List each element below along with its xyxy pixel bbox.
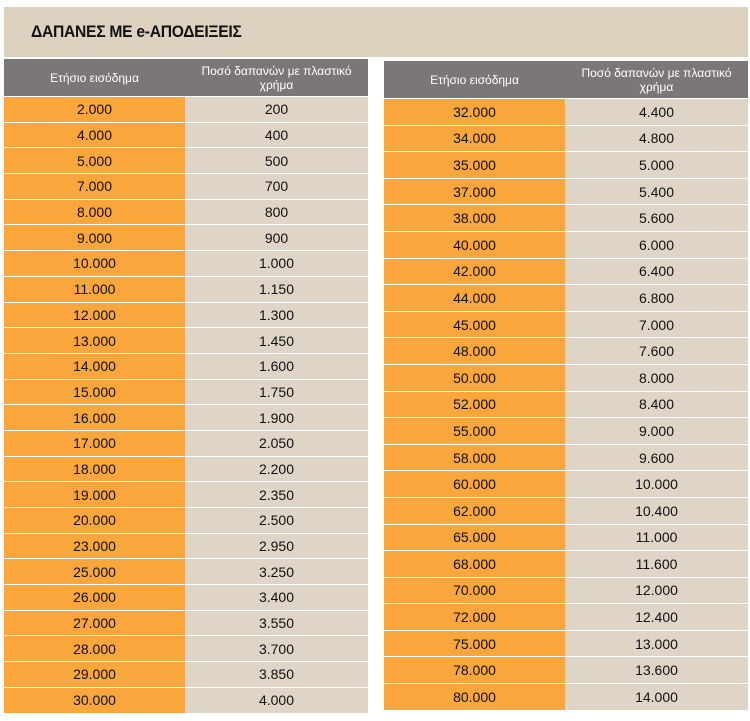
table-row: [384, 99, 748, 126]
table-row: [4, 405, 368, 431]
income-cell: 68.000: [384, 551, 565, 578]
table-row: [384, 497, 748, 524]
income-cell: 78.000: [384, 657, 565, 684]
spending-cell: 1.150: [185, 276, 368, 302]
spending-cell: 4.400: [565, 99, 748, 126]
spending-cell: 13.600: [565, 657, 748, 684]
income-cell: 20.000: [4, 508, 185, 534]
spending-cell: 13.000: [565, 630, 748, 657]
spending-cell: 5.600: [565, 205, 748, 232]
table-row: [384, 604, 748, 631]
income-cell: 4.000: [4, 122, 185, 148]
spending-cell: 8.000: [565, 364, 748, 391]
table-row: [384, 630, 748, 657]
income-cell: 28.000: [4, 636, 185, 662]
income-cell: 5.000: [4, 148, 185, 174]
table-row: [4, 379, 368, 405]
table-row: [4, 148, 368, 174]
income-cell: 29.000: [4, 662, 185, 688]
spending-cell: 3.700: [185, 636, 368, 662]
table-row: [384, 178, 748, 205]
spending-cell: 6.000: [565, 231, 748, 258]
spending-cell: 2.050: [185, 430, 368, 456]
income-cell: 16.000: [4, 405, 185, 431]
table-row: [384, 418, 748, 445]
table-row: [4, 559, 368, 585]
table-row: [384, 125, 748, 152]
table-row: [384, 338, 748, 365]
income-cell: 37.000: [384, 178, 565, 205]
income-cell: 35.000: [384, 152, 565, 179]
income-cell: 48.000: [384, 338, 565, 365]
table-row: [384, 205, 748, 232]
spending-cell: 1.600: [185, 353, 368, 379]
table-row: [4, 276, 368, 302]
table-row: [4, 585, 368, 611]
income-cell: 25.000: [4, 559, 185, 585]
table-row: [4, 430, 368, 456]
table-row: [384, 311, 748, 338]
spending-cell: 9.600: [565, 444, 748, 471]
spending-cell: 11.000: [565, 524, 748, 551]
spending-cell: 6.400: [565, 258, 748, 285]
spending-cell: 1.300: [185, 302, 368, 328]
table-row: [4, 174, 368, 200]
income-column-header: Ετήσιο εισόδημα: [384, 61, 565, 99]
income-cell: 44.000: [384, 285, 565, 312]
spending-cell: 9.000: [565, 418, 748, 445]
income-cell: 11.000: [4, 276, 185, 302]
income-cell: 58.000: [384, 444, 565, 471]
spending-cell: 2.500: [185, 508, 368, 534]
table-row: [4, 508, 368, 534]
income-spending-table-right: [384, 61, 748, 711]
spending-cell: 11.600: [565, 551, 748, 578]
table-row: [4, 353, 368, 379]
income-cell: 19.000: [4, 482, 185, 508]
income-cell: 12.000: [4, 302, 185, 328]
spending-cell: 3.250: [185, 559, 368, 585]
table-row: [4, 225, 368, 251]
table-row: [4, 610, 368, 636]
table-row: [384, 258, 748, 285]
income-cell: 62.000: [384, 497, 565, 524]
spending-cell: 1.000: [185, 251, 368, 277]
income-cell: 80.000: [384, 684, 565, 711]
page-title: ΔΑΠΑΝΕΣ ΜΕ e-ΑΠΟΔΕΙΞΕΙΣ: [31, 22, 242, 41]
income-cell: 75.000: [384, 630, 565, 657]
table-row: [384, 577, 748, 604]
spending-cell: 7.600: [565, 338, 748, 365]
table-row: [384, 152, 748, 179]
spending-cell: 6.800: [565, 285, 748, 312]
income-cell: 18.000: [4, 456, 185, 482]
title-bar: [4, 7, 748, 57]
table-row: [4, 533, 368, 559]
spending-cell: 800: [185, 199, 368, 225]
header-row: [384, 61, 748, 99]
spending-cell: 12.000: [565, 577, 748, 604]
spending-cell: 4.000: [185, 687, 368, 713]
table-row: [4, 97, 368, 123]
table-row: [384, 471, 748, 498]
spending-cell: 10.000: [565, 471, 748, 498]
spending-cell: 700: [185, 174, 368, 200]
spending-cell: 2.950: [185, 533, 368, 559]
income-cell: 42.000: [384, 258, 565, 285]
table-row: [4, 328, 368, 354]
spending-cell: 400: [185, 122, 368, 148]
income-cell: 17.000: [4, 430, 185, 456]
income-cell: 45.000: [384, 311, 565, 338]
spending-cell: 2.200: [185, 456, 368, 482]
table-row: [4, 482, 368, 508]
income-cell: 55.000: [384, 418, 565, 445]
spending-cell: 1.900: [185, 405, 368, 431]
income-cell: 23.000: [4, 533, 185, 559]
income-cell: 65.000: [384, 524, 565, 551]
income-cell: 70.000: [384, 577, 565, 604]
spending-cell: 10.400: [565, 497, 748, 524]
spending-cell: 4.800: [565, 125, 748, 152]
spending-cell: 14.000: [565, 684, 748, 711]
spending-cell: 3.400: [185, 585, 368, 611]
spending-cell: 1.450: [185, 328, 368, 354]
income-cell: 34.000: [384, 125, 565, 152]
table-row: [384, 524, 748, 551]
income-cell: 26.000: [4, 585, 185, 611]
income-cell: 30.000: [4, 687, 185, 713]
spending-cell: 3.550: [185, 610, 368, 636]
table-row: [384, 364, 748, 391]
spending-column-header: Ποσό δαπανών με πλαστικό χρήμα: [565, 61, 748, 99]
income-cell: 50.000: [384, 364, 565, 391]
table-row: [384, 285, 748, 312]
income-spending-table-left: [4, 59, 368, 714]
income-cell: 13.000: [4, 328, 185, 354]
table-row: [4, 122, 368, 148]
spending-cell: 7.000: [565, 311, 748, 338]
table-row: [384, 684, 748, 711]
table-row: [4, 687, 368, 713]
income-cell: 2.000: [4, 97, 185, 123]
table-row: [384, 657, 748, 684]
table-row: [4, 456, 368, 482]
income-cell: 15.000: [4, 379, 185, 405]
spending-cell: 200: [185, 97, 368, 123]
table-row: [4, 251, 368, 277]
spending-cell: 12.400: [565, 604, 748, 631]
spending-cell: 8.400: [565, 391, 748, 418]
income-cell: 60.000: [384, 471, 565, 498]
spending-cell: 1.750: [185, 379, 368, 405]
table-row: [4, 199, 368, 225]
income-cell: 14.000: [4, 353, 185, 379]
income-cell: 72.000: [384, 604, 565, 631]
spending-cell: 2.350: [185, 482, 368, 508]
income-cell: 40.000: [384, 231, 565, 258]
income-cell: 9.000: [4, 225, 185, 251]
spending-cell: 900: [185, 225, 368, 251]
income-cell: 8.000: [4, 199, 185, 225]
table-row: [4, 636, 368, 662]
table-row: [384, 444, 748, 471]
income-cell: 38.000: [384, 205, 565, 232]
spending-cell: 500: [185, 148, 368, 174]
table-row: [384, 231, 748, 258]
income-cell: 10.000: [4, 251, 185, 277]
table-row: [4, 662, 368, 688]
table-row: [384, 551, 748, 578]
income-cell: 27.000: [4, 610, 185, 636]
income-cell: 7.000: [4, 174, 185, 200]
table-row: [384, 391, 748, 418]
header-row: [4, 59, 368, 97]
income-cell: 52.000: [384, 391, 565, 418]
table-row: [4, 302, 368, 328]
spending-column-header: Ποσό δαπανών με πλαστικό χρήμα: [185, 59, 368, 97]
spending-cell: 5.400: [565, 178, 748, 205]
spending-cell: 3.850: [185, 662, 368, 688]
income-cell: 32.000: [384, 99, 565, 126]
spending-cell: 5.000: [565, 152, 748, 179]
income-column-header: Ετήσιο εισόδημα: [4, 59, 185, 97]
